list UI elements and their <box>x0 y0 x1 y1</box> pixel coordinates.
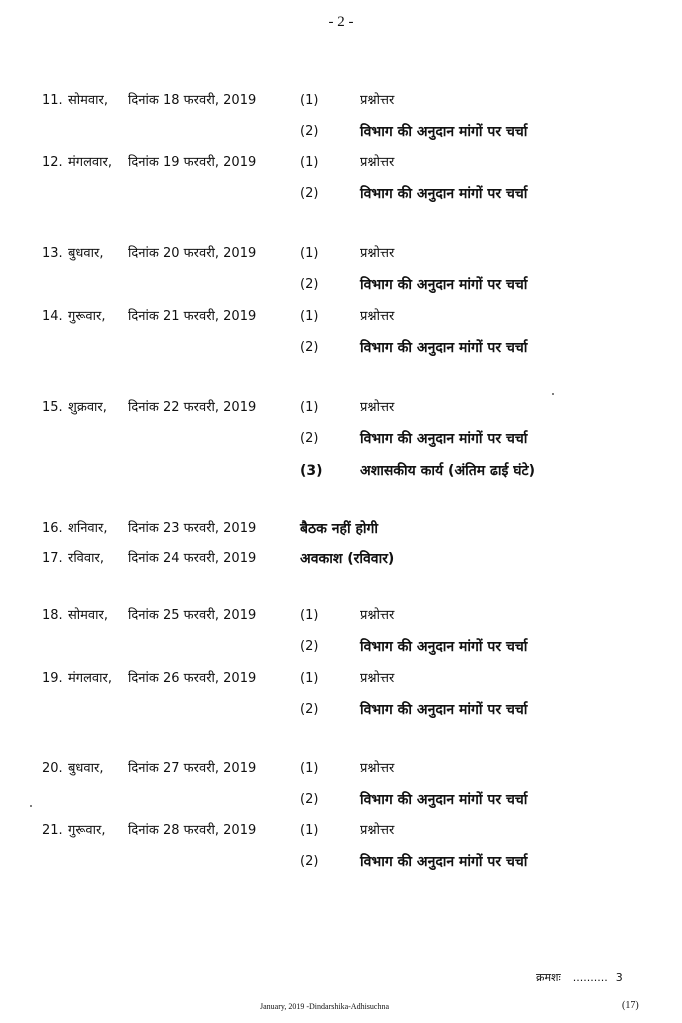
item-number: (1) <box>300 761 319 776</box>
entry-date: दिनांक 20 फरवरी, 2019 <box>128 246 257 261</box>
schedule-row <box>0 516 682 542</box>
entry-day: बुधवार, <box>68 761 104 776</box>
item-number: (1) <box>300 155 319 170</box>
schedule-row <box>0 88 682 114</box>
item-text: विभाग की अनुदान मांगों पर चर्चा <box>360 854 528 870</box>
entry-day: रविवार, <box>68 551 104 566</box>
item-number: (2) <box>300 340 319 355</box>
entry-number: 19. <box>42 671 63 686</box>
continued-dots: .......... <box>572 971 608 984</box>
schedule-row <box>0 395 682 421</box>
item-text: प्रश्नोत्तर <box>360 671 395 686</box>
item-text: विभाग की अनुदान मांगों पर चर्चा <box>360 639 528 655</box>
item-text: प्रश्नोत्तर <box>360 93 395 108</box>
entry-date: दिनांक 23 फरवरी, 2019 <box>128 521 257 536</box>
schedule-row <box>0 150 682 176</box>
entry-number: 17. <box>42 551 63 566</box>
entry-number: 11. <box>42 93 63 108</box>
entry-note: बैठक नहीं होगी <box>300 521 379 537</box>
item-number: (1) <box>300 400 319 415</box>
entry-date: दिनांक 18 फरवरी, 2019 <box>128 93 257 108</box>
schedule-row <box>0 818 682 844</box>
item-text: विभाग की अनुदान मांगों पर चर्चा <box>360 124 528 140</box>
schedule-row <box>0 697 682 723</box>
entry-date: दिनांक 19 फरवरी, 2019 <box>128 155 257 170</box>
entry-number: 15. <box>42 400 63 415</box>
entry-day: मंगलवार, <box>68 671 112 686</box>
schedule-row <box>0 634 682 660</box>
item-text: विभाग की अनुदान मांगों पर चर्चा <box>360 431 528 447</box>
entry-number: 12. <box>42 155 63 170</box>
entry-day: सोमवार, <box>68 608 108 623</box>
entry-day: मंगलवार, <box>68 155 112 170</box>
schedule-row <box>0 241 682 267</box>
entry-day: गुरूवार, <box>68 823 106 838</box>
item-number: (2) <box>300 186 319 201</box>
item-number: (2) <box>300 639 319 654</box>
entry-note: अवकाश (रविवार) <box>300 551 395 567</box>
item-number: (2) <box>300 431 319 446</box>
entry-number: 21. <box>42 823 63 838</box>
entry-day: शनिवार, <box>68 521 108 536</box>
entry-date: दिनांक 21 फरवरी, 2019 <box>128 309 257 324</box>
item-text: प्रश्नोत्तर <box>360 823 395 838</box>
item-number: (1) <box>300 823 319 838</box>
continued-label: क्रमशः <box>536 971 561 984</box>
schedule-row <box>0 666 682 692</box>
footer-source: January, 2019 -Dindarshika-Adhisuchna <box>260 1002 390 1011</box>
entry-number: 18. <box>42 608 63 623</box>
schedule-row <box>0 272 682 298</box>
item-number: (2) <box>300 277 319 292</box>
item-text: विभाग की अनुदान मांगों पर चर्चा <box>360 186 528 202</box>
scan-speck <box>30 805 32 807</box>
item-text: विभाग की अनुदान मांगों पर चर्चा <box>360 277 528 293</box>
schedule-row <box>0 458 682 484</box>
item-text: विभाग की अनुदान मांगों पर चर्चा <box>360 340 528 356</box>
item-text: प्रश्नोत्तर <box>360 246 395 261</box>
schedule-row <box>0 426 682 452</box>
schedule-row <box>0 546 682 572</box>
item-text: प्रश्नोत्तर <box>360 155 395 170</box>
schedule-row <box>0 335 682 361</box>
entry-day: सोमवार, <box>68 93 108 108</box>
entry-date: दिनांक 25 फरवरी, 2019 <box>128 608 257 623</box>
schedule-row <box>0 603 682 629</box>
footer-page-number: (17) <box>622 1000 639 1011</box>
item-text: विभाग की अनुदान मांगों पर चर्चा <box>360 702 528 718</box>
item-number: (2) <box>300 854 319 869</box>
item-number: (1) <box>300 309 319 324</box>
entry-number: 16. <box>42 521 63 536</box>
continued-note <box>536 970 623 985</box>
entry-day: गुरूवार, <box>68 309 106 324</box>
entry-day: बुधवार, <box>68 246 104 261</box>
item-number: (3) <box>300 463 323 479</box>
item-number: (1) <box>300 608 319 623</box>
item-text: प्रश्नोत्तर <box>360 608 395 623</box>
item-text: प्रश्नोत्तर <box>360 309 395 324</box>
item-text: प्रश्नोत्तर <box>360 400 395 415</box>
entry-date: दिनांक 28 फरवरी, 2019 <box>128 823 257 838</box>
item-number: (2) <box>300 702 319 717</box>
schedule-row <box>0 787 682 813</box>
schedule-row <box>0 119 682 145</box>
item-number: (1) <box>300 93 319 108</box>
item-text: अशासकीय कार्य (अंतिम ढाई घंटे) <box>360 463 535 479</box>
scan-speck <box>552 393 554 395</box>
schedule-row <box>0 304 682 330</box>
entry-date: दिनांक 22 फरवरी, 2019 <box>128 400 257 415</box>
item-text: विभाग की अनुदान मांगों पर चर्चा <box>360 792 528 808</box>
entry-date: दिनांक 27 फरवरी, 2019 <box>128 761 257 776</box>
item-number: (1) <box>300 671 319 686</box>
schedule-row <box>0 756 682 782</box>
schedule-row <box>0 181 682 207</box>
entry-number: 13. <box>42 246 63 261</box>
entry-date: दिनांक 24 फरवरी, 2019 <box>128 551 257 566</box>
entry-day: शुक्रवार, <box>68 400 107 415</box>
item-text: प्रश्नोत्तर <box>360 761 395 776</box>
schedule-row <box>0 849 682 875</box>
next-page-number: 3 <box>615 971 623 984</box>
entry-date: दिनांक 26 फरवरी, 2019 <box>128 671 257 686</box>
item-number: (1) <box>300 246 319 261</box>
item-number: (2) <box>300 124 319 139</box>
page-number: - 2 - <box>328 14 354 30</box>
item-number: (2) <box>300 792 319 807</box>
entry-number: 14. <box>42 309 63 324</box>
entry-number: 20. <box>42 761 63 776</box>
